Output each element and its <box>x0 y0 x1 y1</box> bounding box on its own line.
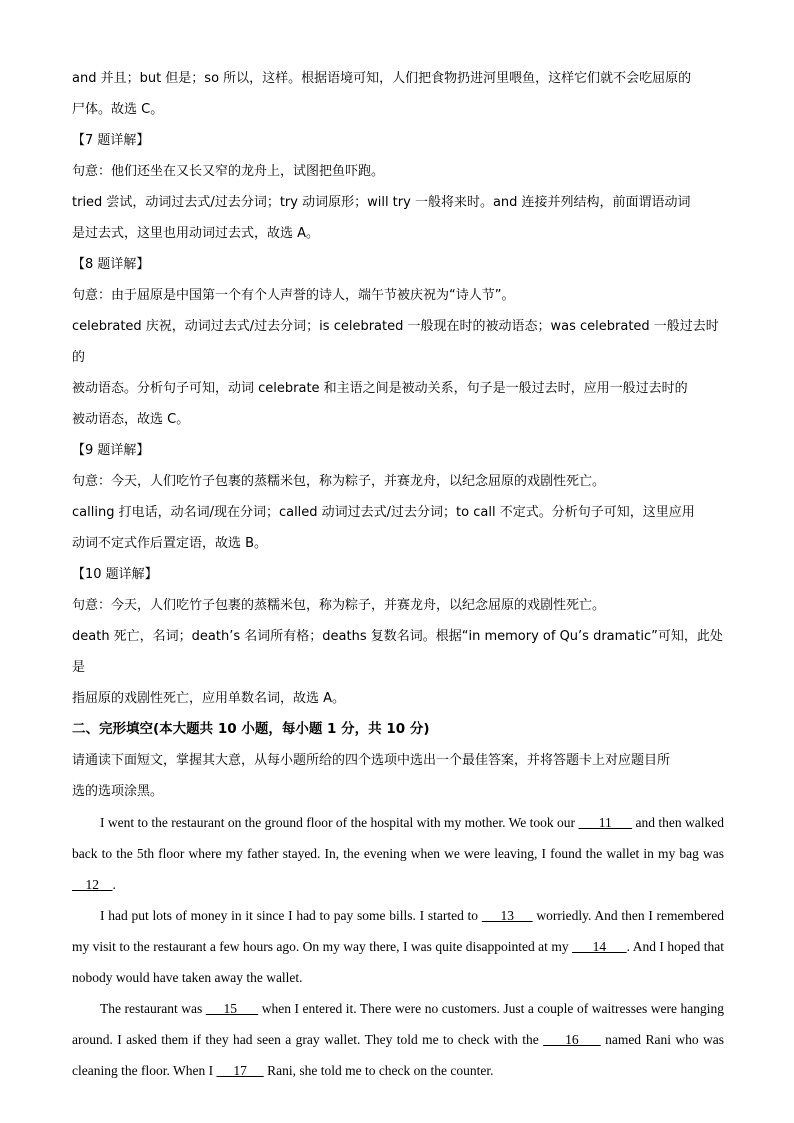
q8-explanation-line1: celebrated 庆祝，动词过去式/过去分词；is celebrated 一般现在时的被动语态；was celebrated 一般过去时的 <box>72 319 719 365</box>
q10-explanation-line2: 指屈原的戏剧性死亡，应用单数名词，故选 A。 <box>72 691 346 706</box>
q7-explanation-line2: 是过去式，这里也用动词过去式，故选 A。 <box>72 226 320 241</box>
q8-meaning: 句意：由于屈原是中国第一个有个人声誉的诗人，端午节被庆祝为“诗人节”。 <box>72 288 515 303</box>
passage-text: . And I hoped that nobody would have taken away the wallet. <box>72 939 724 985</box>
q10-meaning: 句意：今天，人们吃竹子包裹的蒸糯米包，称为粽子，并赛龙舟，以纪念屈原的戏剧性死亡。 <box>72 598 606 613</box>
q9-heading: 【9 题详解】 <box>72 443 150 458</box>
q7-heading: 【7 题详解】 <box>72 133 150 148</box>
blank-17: 17 <box>216 1063 264 1078</box>
blank-13: 13 <box>481 908 533 923</box>
q10-heading: 【10 题详解】 <box>72 567 158 582</box>
explanation-q6-line1: and 并且；but 但是；so 所以，这样。根据语境可知，人们把食物扔进河里喂鱼，这样它们就不会吃屈原的 <box>72 71 692 86</box>
blank-15: 15 <box>205 1001 259 1016</box>
blank-16: 16 <box>543 1032 601 1047</box>
q10-explanation-line1: death 死亡，名词；death’s 名词所有格；deaths 复数名词。根据“in memory of Qu’s dramatic”可知，此处是 <box>72 629 723 675</box>
explanation-q6-line2: 尸体。故选 C。 <box>72 102 164 117</box>
passage-text: and then walked back to the 5th floor where my father stayed. In, the evening when we were leaving, I found the wallet in my bag was <box>72 815 725 861</box>
blank-12: 12 <box>72 877 113 892</box>
passage-text: The restaurant was <box>100 1001 206 1016</box>
passage-text: named Rani who was cleaning the floor. When I <box>72 1032 725 1078</box>
q9-explanation-line2: 动词不定式作后置定语，故选 B。 <box>72 536 268 551</box>
q9-explanation-line1: calling 打电话，动名词/现在分词；called 动词过去式/过去分词；to call 不定式。分析句子可知，这里应用 <box>72 505 695 520</box>
passage-text: I went to the restaurant on the ground floor of the hospital with my mother. We took our <box>100 815 579 830</box>
section-instruction-line2: 选的选项涂黑。 <box>72 784 164 799</box>
q8-explanation-line2: 被动语态。分析句子可知，动词 celebrate 和主语之间是被动关系，句子是一般过去时，应用一般过去时的 <box>72 381 688 396</box>
passage-text: I had put lots of money in it since I had to pay some bills. I started to <box>100 908 482 923</box>
section-title: 二、完形填空(本大题共 10 小题，每小题 1 分，共 10 分) <box>72 721 430 737</box>
blank-14: 14 <box>572 939 627 954</box>
section-instruction-line1: 请通读下面短文，掌握其大意，从每小题所给的四个选项中选出一个最佳答案，并将答题卡上对应题目所 <box>72 753 671 768</box>
q7-meaning: 句意：他们还坐在又长又窄的龙舟上，试图把鱼吓跑。 <box>72 164 385 179</box>
passage-text: . <box>112 877 116 892</box>
passage-paragraph-3 <box>72 993 724 1086</box>
q8-explanation-line3: 被动语态，故选 C。 <box>72 412 190 427</box>
q7-explanation-line1: tried 尝试，动词过去式/过去分词；try 动词原形；will try 一般将来时。and 连接并列结构，前面谓语动词 <box>72 195 691 210</box>
passage-text: Rani, she told me to check on the counter. <box>263 1063 494 1078</box>
q8-heading: 【8 题详解】 <box>72 257 150 272</box>
q9-meaning: 句意：今天，人们吃竹子包裹的蒸糯米包，称为粽子，并赛龙舟，以纪念屈原的戏剧性死亡。 <box>72 474 606 489</box>
passage-text: when I entered it. There were no customers. Just a couple of waitresses were hanging around. I asked them if they had seen a gray wallet. They told me to check with the <box>72 1001 724 1047</box>
blank-11: 11 <box>578 815 633 830</box>
passage-text: worriedly. And then I remembered my visit to the restaurant a few hours ago. On my way there, I was quite disappointed at my <box>72 908 725 954</box>
passage-paragraph-2 <box>72 900 724 993</box>
passage-paragraph-1 <box>72 807 724 900</box>
